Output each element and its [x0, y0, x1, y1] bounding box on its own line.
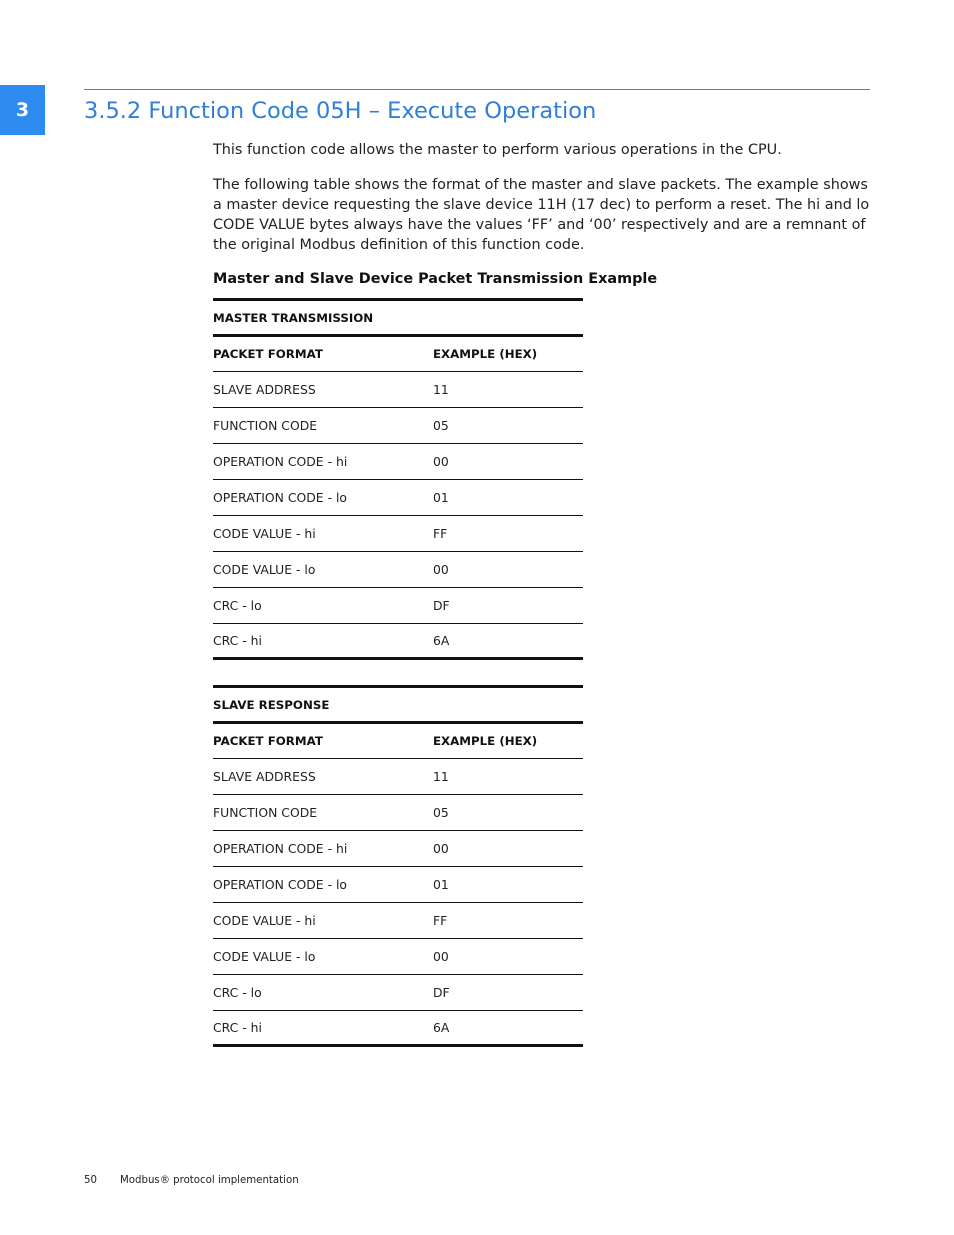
packet-field: FUNCTION CODE: [213, 418, 318, 433]
hex-value: DF: [433, 598, 450, 613]
packet-field: CODE VALUE - hi: [213, 526, 316, 541]
table-header-row: [213, 721, 583, 759]
hex-value: 05: [433, 418, 449, 433]
description-paragraph: The following table shows the format of the master and slave packets. The example shows a master device requesting the slave device 11H (17 dec) to perform a reset. The hi and lo CODE VALUE bytes always have the values ‘FF’ and ‘00’ respectively and are a remnant of the original Modbus definition of this function code.: [213, 177, 870, 253]
column-header-example-hex: EXAMPLE (HEX): [433, 734, 538, 748]
packet-field: OPERATION CODE - hi: [213, 454, 348, 469]
table-row: [213, 516, 583, 552]
packet-field: CODE VALUE - lo: [213, 562, 316, 577]
table-title-label: SLAVE RESPONSE: [213, 697, 330, 712]
table-row: [213, 831, 583, 867]
table-row: [213, 975, 583, 1011]
column-header-packet-format: PACKET FORMAT: [213, 734, 323, 748]
table-title: [213, 298, 583, 334]
packet-field: CODE VALUE - hi: [213, 913, 316, 928]
hex-value: FF: [433, 526, 448, 541]
table-row: [213, 939, 583, 975]
section-title: 3.5.2 Function Code 05H – Execute Operation: [84, 98, 597, 124]
table-row: [213, 1011, 583, 1047]
header-rule: [84, 89, 870, 90]
hex-value: 01: [433, 877, 449, 892]
table-row: [213, 624, 583, 660]
hex-value: FF: [433, 913, 448, 928]
table-row: [213, 444, 583, 480]
packet-field: SLAVE ADDRESS: [213, 769, 316, 784]
hex-value: 6A: [433, 633, 450, 648]
packet-field: OPERATION CODE - lo: [213, 877, 348, 892]
page-number: 50: [84, 1175, 97, 1186]
packet-field: CODE VALUE - lo: [213, 949, 316, 964]
table-row: [213, 552, 583, 588]
packet-field: CRC - hi: [213, 633, 262, 648]
hex-value: 01: [433, 490, 449, 505]
hex-value: 00: [433, 949, 449, 964]
column-header-packet-format: PACKET FORMAT: [213, 347, 323, 361]
packet-field: OPERATION CODE - hi: [213, 841, 348, 856]
hex-value: DF: [433, 985, 450, 1000]
chapter-tab: 3: [0, 85, 45, 135]
packet-field: CRC - lo: [213, 985, 262, 1000]
slave-response-table: [213, 685, 583, 1047]
column-header-example-hex: EXAMPLE (HEX): [433, 347, 538, 361]
table-row: [213, 408, 583, 444]
table-row: [213, 372, 583, 408]
hex-value: 00: [433, 562, 449, 577]
packet-field: CRC - hi: [213, 1020, 262, 1035]
table-row: [213, 903, 583, 939]
table-row: [213, 759, 583, 795]
hex-value: 00: [433, 841, 449, 856]
table-row: [213, 588, 583, 624]
hex-value: 05: [433, 805, 449, 820]
hex-value: 11: [433, 382, 449, 397]
packet-field: FUNCTION CODE: [213, 805, 318, 820]
packet-field: SLAVE ADDRESS: [213, 382, 316, 397]
hex-value: 11: [433, 769, 449, 784]
table-title-label: MASTER TRANSMISSION: [213, 310, 374, 325]
packet-field: CRC - lo: [213, 598, 262, 613]
table-row: [213, 795, 583, 831]
table-row: [213, 867, 583, 903]
master-transmission-table: [213, 298, 583, 660]
table-header-row: [213, 334, 583, 372]
table-caption: Master and Slave Device Packet Transmission Example: [213, 271, 658, 287]
table-title: [213, 685, 583, 721]
table-row: [213, 480, 583, 516]
hex-value: 6A: [433, 1020, 450, 1035]
intro-paragraph: This function code allows the master to perform various operations in the CPU.: [213, 142, 782, 158]
packet-field: OPERATION CODE - lo: [213, 490, 348, 505]
footer-doc-title: Modbus® protocol implementation: [120, 1175, 299, 1186]
hex-value: 00: [433, 454, 449, 469]
